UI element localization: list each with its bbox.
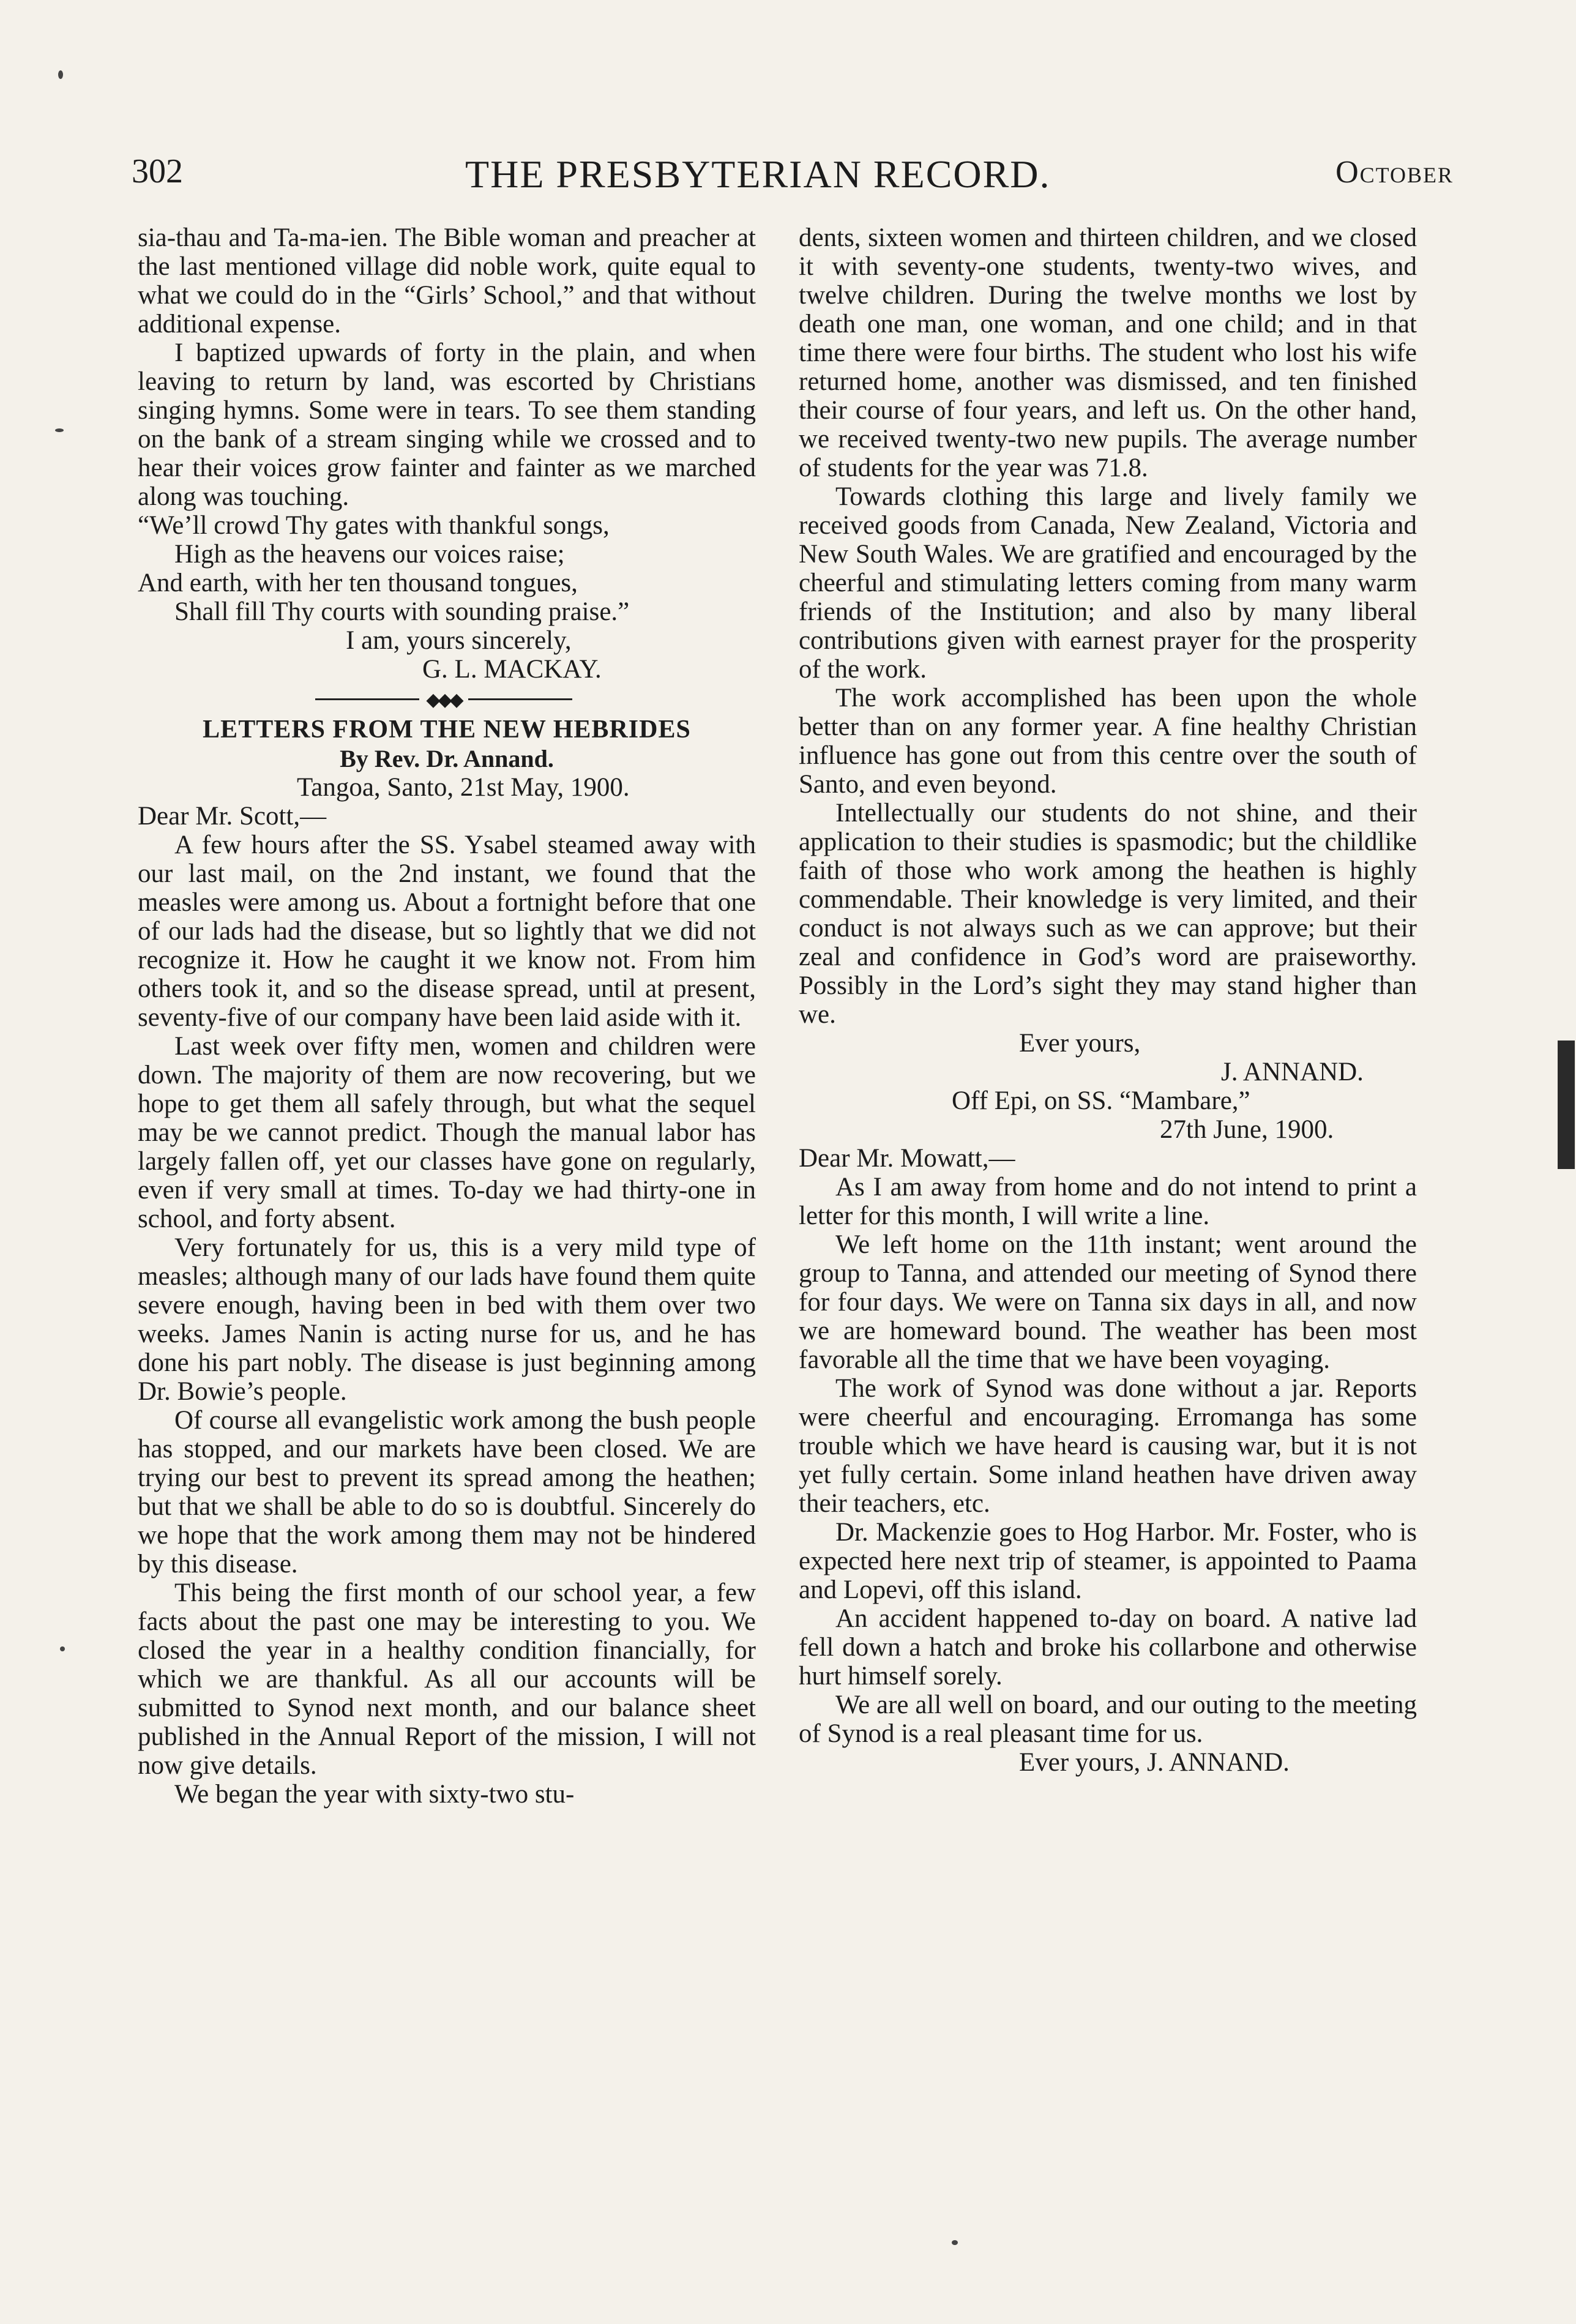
article-headline: LETTERS FROM THE NEW HEBRIDES (203, 716, 691, 744)
paragraph: Intellectually our students do not shine, and their application to their studies is spasmodic; but the childlike faith of those who work among the heathen is highly commendable. Their knowledge is very limited, and their conduct is not always such as we can approve; but their zeal and confidence in God’s word are praiseworthy. Possibly in the Lord’s sight they may stand higher than we. (799, 799, 1417, 1029)
verse-line: High as the heavens our voices raise; (174, 540, 565, 569)
letter-salutation: Dear Mr. Scott,— (138, 802, 327, 831)
divider-ornament: ◆◆◆ (419, 691, 468, 709)
scan-speck (55, 428, 64, 432)
scan-speck (58, 70, 63, 79)
scan-edge-mark (1558, 1041, 1575, 1169)
paragraph: We left home on the 11th instant; went around the group to Tanna, and attended our meeting of Synod there for four days. We were on Tanna six days in all, and now we are homeward bound. The weather has been most favorable all the time that we have been voyaging. (799, 1230, 1417, 1374)
section-divider (138, 687, 756, 712)
paragraph: The work of Synod was done without a jar. Reports were cheerful and encouraging. Erromanga has some trouble which we have heard is causing war, but it is not yet fully certain. Some inland heathen have driven away their teachers, etc. (799, 1374, 1417, 1518)
paragraph: Last week over fifty men, women and children were down. The majority of them are now recovering, but we hope to get them all safely through, but what the sequel may be we cannot predict. Though the manual labor has largely fallen off, yet our classes have gone on regularly, even if very small at times. To-day we had thirty-one in school, and forty absent. (138, 1032, 756, 1233)
letter-dateline: Tangoa, Santo, 21st May, 1900. (297, 773, 630, 802)
letter-date: 27th June, 1900. (1160, 1115, 1334, 1144)
journal-title: THE PRESBYTERIAN RECORD. (465, 152, 1051, 196)
paragraph: dents, sixteen women and thirteen children, and we closed it with seventy-one students, twenty-two wives, and twelve children. During the twelve months we lost by death one man, one woman, and one child; and in that time there were four births. The student who lost his wife returned home, another was dismissed, and ten finished their course of four years, and left us. On the other hand, we received twenty-two new pupils. The average number of students for the year was 71.8. (799, 223, 1417, 482)
paragraph: I baptized upwards of forty in the plain, and when leaving to return by land, was escorted by Christians singing hymns. Some were in tears. To see them standing on the bank of a stream singing while we crossed and to hear their voices grow fainter and fainter as we marched along was touching. (138, 338, 756, 511)
letter-signature: G. L. MACKAY. (422, 655, 602, 684)
issue-month: October (1335, 155, 1454, 190)
page-header (132, 152, 1454, 207)
paragraph: Towards clothing this large and lively family we received goods from Canada, New Zealand, Victoria and New South Wales. We are gratified and encouraged by the cheerful and stimulating letters coming from many warm friends of the Institution; and also by many liberal contributions given with earnest prayer for the prosperity of the work. (799, 482, 1417, 684)
paragraph: Of course all evangelistic work among the bush people has stopped, and our markets have been closed. We are trying our best to prevent its spread among the heathen; but that we shall be able to do so is doubtful. Sincerely do we hope that the work among them may not be hindered by this disease. (138, 1406, 756, 1579)
paragraph: Dr. Mackenzie goes to Hog Harbor. Mr. Foster, who is expected here next trip of steamer, is appointed to Paama and Lopevi, off this island. (799, 1518, 1417, 1604)
paragraph: An accident happened to-day on board. A native lad fell down a hatch and broke his collarbone and otherwise hurt himself sorely. (799, 1604, 1417, 1691)
paragraph: A few hours after the SS. Ysabel steamed away with our last mail, on the 2nd instant, we found that the measles were among us. About a fortnight before that one of our lads had the disease, but so lightly that we did not recognize it. How he caught it we know not. From him others took it, and so the disease spread, until at present, seventy-five of our company have been laid aside with it. (138, 831, 756, 1032)
page-number: 302 (132, 152, 183, 190)
paragraph: The work accomplished has been upon the whole better than on any former year. A fine healthy Christian influence has gone out from this centre over the south of Santo, and even beyond. (799, 684, 1417, 799)
scan-speck (952, 2240, 958, 2245)
letter-signature: J. ANNAND. (1221, 1058, 1364, 1086)
right-column (799, 223, 1417, 1777)
hymn-verse (138, 511, 756, 626)
left-column (138, 223, 756, 1809)
letter-closing: I am, yours sincerely, (346, 626, 572, 655)
verse-line: And earth, with her ten thousand tongues, (138, 569, 578, 597)
paragraph: Very fortunately for us, this is a very mild type of measles; although many of our lads have found them quite severe enough, having been in bed with them over two weeks. James Nanin is acting nurse for us, and he has done his part nobly. The disease is just beginning among Dr. Bowie’s people. (138, 1233, 756, 1406)
scan-speck (60, 1646, 65, 1651)
article-byline: By Rev. Dr. Annand. (340, 745, 554, 772)
letter-salutation: Dear Mr. Mowatt,— (799, 1144, 1015, 1173)
paragraph: sia-thau and Ta-ma-ien. The Bible woman and preacher at the last mentioned village did noble work, quite equal to what we could do in the “Girls’ School,” and that without additional expense. (138, 223, 756, 338)
letter-signoff: Ever yours, J. ANNAND. (1019, 1748, 1290, 1777)
letter-closing: Ever yours, (1019, 1029, 1141, 1058)
verse-line: “We’ll crowd Thy gates with thankful songs, (138, 511, 610, 540)
letter-location: Off Epi, on SS. “Mambare,” (952, 1086, 1250, 1115)
paragraph: This being the first month of our school year, a few facts about the past one may be interesting to you. We closed the year in a healthy condition financially, for which we are thankful. As all our accounts will be submitted to Synod next month, and our balance sheet published in the Annual Report of the mission, I will not now give details. (138, 1579, 756, 1780)
paragraph: We are all well on board, and our outing to the meeting of Synod is a real pleasant time for us. (799, 1691, 1417, 1748)
verse-line: Shall fill Thy courts with sounding praise.” (174, 597, 630, 626)
paragraph: We began the year with sixty-two stu- (174, 1780, 575, 1809)
paragraph: As I am away from home and do not intend to print a letter for this month, I will write a line. (799, 1173, 1417, 1230)
